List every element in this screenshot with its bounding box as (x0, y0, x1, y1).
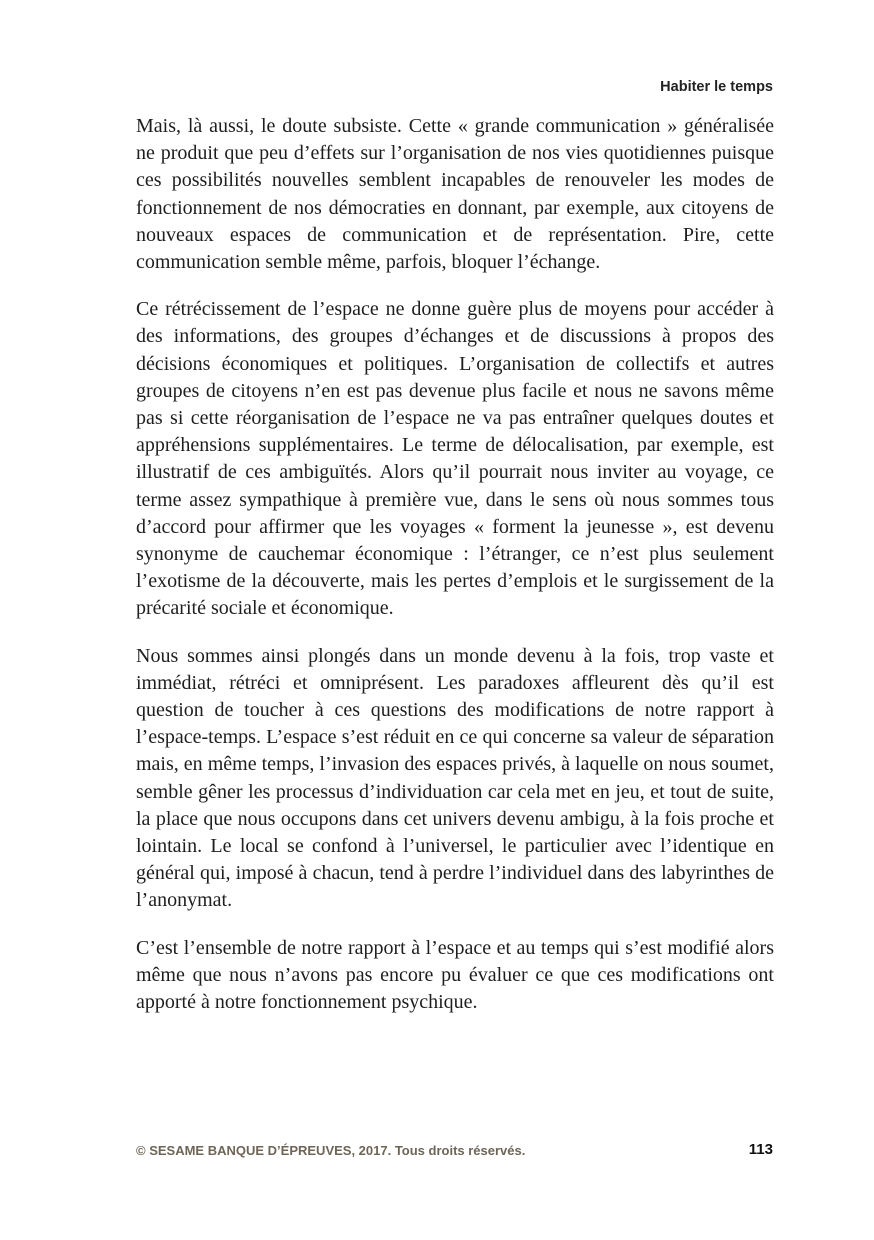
page-number: 113 (748, 1141, 773, 1158)
paragraph: Nous sommes ainsi plongés dans un monde devenu à la fois, trop vaste et immédiat, rétréci et omniprésent. Les paradoxes affleurent dès qu’il est question de toucher à ces questions des modifications de notre rapport à l’espace-temps. L’espace s’est réduit en ce qui concerne sa valeur de séparation mais, en même temps, l’invasion des espaces privés, à laquelle on nous soumet, semble gêner les processus d’individuation car cela met en jeu, et tout de suite, la place que nous occupons dans cet univers devenu ambigu, à la fois proche et lointain. Le local se confond à l’universel, le particulier avec l’identique en général qui, imposé à chacun, tend à perdre l’individuel dans des labyrinthes de l’anonymat. (136, 644, 774, 912)
footer-copyright: © SESAME BANQUE D’ÉPREUVES, 2017. Tous droits réservés. (136, 1143, 526, 1158)
paragraph: C’est l’ensemble de notre rapport à l’espace et au temps qui s’est modifié alors même que nous n’avons pas encore pu évaluer ce que ces modifications ont apporté à notre fonctionnement psychique. (136, 936, 774, 1014)
paragraph: Mais, là aussi, le doute subsiste. Cette « grande communication » généralisée ne produit que peu d’effets sur l’organisation de nos vies quotidiennes puisque ces possibilités nouvelles semblent incapables de renouveler les modes de fonctionnement de nos démocraties en donnant, par exemple, aux citoyens de nouveaux espaces de communication et de représentation. Pire, cette communication semble même, parfois, bloquer l’échange. (136, 115, 774, 274)
paragraph: Ce rétrécissement de l’espace ne donne guère plus de moyens pour accéder à des informations, des groupes d’échanges et de discussions à propos des décisions économiques et politiques. L’organisation de collectifs et autres groupes de citoyens n’en est pas devenue plus facile et nous ne savons même pas si cette réorganisation de l’espace ne va pas entraîner quelques doutes et appréhensions supplémentaires. Le terme de délocalisation, par exemple, est illustratif de ces ambiguïtés. Alors qu’il pourrait nous inviter au voyage, ce terme assez sympathique à première vue, dans le sens où nous sommes tous d’accord pour affirmer que les voyages « forment la jeunesse », est devenu synonyme de cauchemar économique : l’étranger, ce n’est plus seulement l’exotisme de la découverte, mais les pertes d’emplois et le surgissement de la précarité sociale et économique. (136, 298, 774, 620)
body-text (136, 113, 774, 1016)
running-header-title: Habiter le temps (660, 79, 773, 95)
